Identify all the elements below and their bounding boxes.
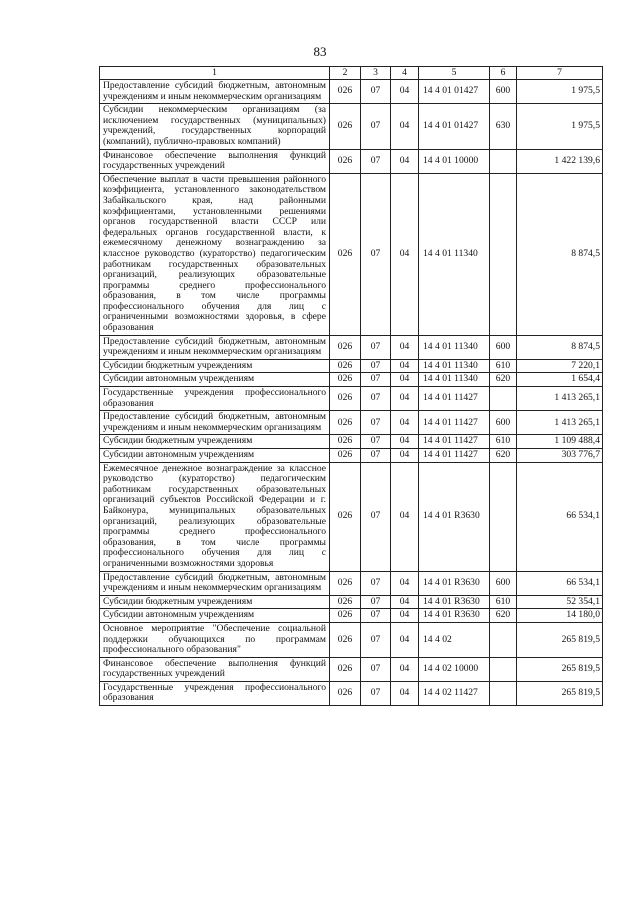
page-number: 83 xyxy=(313,44,327,59)
table-row xyxy=(100,595,603,609)
row-subsection-cell: 04 xyxy=(391,462,419,571)
table-body xyxy=(100,80,603,706)
row-subsection-cell: 04 xyxy=(391,173,419,335)
row-amount-cell: 66 534,1 xyxy=(517,571,603,595)
table-header-row xyxy=(100,67,603,80)
row-grbs-cell: 026 xyxy=(330,80,361,104)
row-name-cell: Субсидии автономным учреждениям xyxy=(100,373,330,387)
row-expense-type-cell: 610 xyxy=(490,595,517,609)
row-target-article-cell: 14 4 01 R3630 xyxy=(419,462,490,571)
row-section-cell: 07 xyxy=(361,387,391,411)
row-expense-type-cell xyxy=(490,681,517,705)
row-grbs-cell: 026 xyxy=(330,435,361,449)
table-row xyxy=(100,373,603,387)
row-grbs-cell: 026 xyxy=(330,149,361,173)
row-amount-cell: 52 354,1 xyxy=(517,595,603,609)
budget-table xyxy=(99,66,603,706)
row-name-cell: Субсидии бюджетным учреждениям xyxy=(100,359,330,373)
row-section-cell: 07 xyxy=(361,595,391,609)
row-subsection-cell: 04 xyxy=(391,80,419,104)
row-expense-type-cell xyxy=(490,173,517,335)
row-expense-type-cell: 620 xyxy=(490,449,517,463)
row-amount-cell: 265 819,5 xyxy=(517,657,603,681)
row-target-article-cell: 14 4 01 11340 xyxy=(419,335,490,359)
row-name-cell: Субсидии некоммерческим организациям (за исключением государственных (муниципальных) учреждений, государственных корпораций (компаний), публично-правовых компаний) xyxy=(100,104,330,149)
row-subsection-cell: 04 xyxy=(391,571,419,595)
row-name-cell: Предоставление субсидий бюджетным, автономным учреждениям и иным некоммерческим организациям xyxy=(100,571,330,595)
row-grbs-cell: 026 xyxy=(330,373,361,387)
row-amount-cell: 303 776,7 xyxy=(517,449,603,463)
row-grbs-cell: 026 xyxy=(330,571,361,595)
row-expense-type-cell xyxy=(490,462,517,571)
row-expense-type-cell xyxy=(490,657,517,681)
row-expense-type-cell xyxy=(490,622,517,657)
row-amount-cell: 1 413 265,1 xyxy=(517,411,603,435)
table-row xyxy=(100,681,603,705)
column-header: 7 xyxy=(517,67,603,80)
row-section-cell: 07 xyxy=(361,80,391,104)
row-section-cell: 07 xyxy=(361,462,391,571)
row-amount-cell: 1 975,5 xyxy=(517,104,603,149)
table-row xyxy=(100,435,603,449)
row-target-article-cell: 14 4 01 11340 xyxy=(419,359,490,373)
row-expense-type-cell xyxy=(490,149,517,173)
row-grbs-cell: 026 xyxy=(330,622,361,657)
row-section-cell: 07 xyxy=(361,609,391,623)
row-target-article-cell: 14 4 01 10000 xyxy=(419,149,490,173)
row-section-cell: 07 xyxy=(361,149,391,173)
row-name-cell: Государственные учреждения профессионального образования xyxy=(100,681,330,705)
row-amount-cell: 265 819,5 xyxy=(517,622,603,657)
row-grbs-cell: 026 xyxy=(330,387,361,411)
row-section-cell: 07 xyxy=(361,571,391,595)
row-amount-cell: 8 874,5 xyxy=(517,173,603,335)
row-target-article-cell: 14 4 01 11340 xyxy=(419,173,490,335)
row-amount-cell: 7 220,1 xyxy=(517,359,603,373)
table-row xyxy=(100,173,603,335)
row-expense-type-cell: 600 xyxy=(490,335,517,359)
row-subsection-cell: 04 xyxy=(391,411,419,435)
row-grbs-cell: 026 xyxy=(330,104,361,149)
row-amount-cell: 1 109 488,4 xyxy=(517,435,603,449)
table-row xyxy=(100,571,603,595)
row-section-cell: 07 xyxy=(361,173,391,335)
row-name-cell: Финансовое обеспечение выполнения функций государственных учреждений xyxy=(100,149,330,173)
table-row xyxy=(100,657,603,681)
row-target-article-cell: 14 4 01 11427 xyxy=(419,387,490,411)
row-section-cell: 07 xyxy=(361,449,391,463)
row-subsection-cell: 04 xyxy=(391,681,419,705)
row-amount-cell: 1 975,5 xyxy=(517,80,603,104)
row-name-cell: Обеспечение выплат в части превышения районного коэффициента, установленного законодательством Забайкальского края, над районными коэффициентами, установленными решениями органов государственной власти СССР или федеральных органов государственной власти, к ежемесячному денежному вознаграждению за классное руководство (кураторство) педагогическим работникам государственных образовательных организаций, реализующих образовательные программы среднего профессионального образования, в том числе программы профессионального обучения для лиц с ограниченными возможностями здоровья, в сфере образования xyxy=(100,173,330,335)
row-amount-cell: 8 874,5 xyxy=(517,335,603,359)
row-amount-cell: 14 180,0 xyxy=(517,609,603,623)
table-row xyxy=(100,104,603,149)
row-name-cell: Субсидии автономным учреждениям xyxy=(100,449,330,463)
row-subsection-cell: 04 xyxy=(391,435,419,449)
row-expense-type-cell: 600 xyxy=(490,571,517,595)
row-section-cell: 07 xyxy=(361,435,391,449)
row-subsection-cell: 04 xyxy=(391,359,419,373)
table-row xyxy=(100,609,603,623)
row-section-cell: 07 xyxy=(361,622,391,657)
row-expense-type-cell: 620 xyxy=(490,373,517,387)
row-name-cell: Субсидии автономным учреждениям xyxy=(100,609,330,623)
row-name-cell: Финансовое обеспечение выполнения функций государственных учреждений xyxy=(100,657,330,681)
row-expense-type-cell: 620 xyxy=(490,609,517,623)
row-amount-cell: 1 422 139,6 xyxy=(517,149,603,173)
row-name-cell: Государственные учреждения профессионального образования xyxy=(100,387,330,411)
table-row xyxy=(100,622,603,657)
row-grbs-cell: 026 xyxy=(330,609,361,623)
row-target-article-cell: 14 4 01 11427 xyxy=(419,435,490,449)
row-amount-cell: 1 654,4 xyxy=(517,373,603,387)
row-target-article-cell: 14 4 02 xyxy=(419,622,490,657)
row-expense-type-cell: 610 xyxy=(490,435,517,449)
row-expense-type-cell: 600 xyxy=(490,411,517,435)
row-grbs-cell: 026 xyxy=(330,657,361,681)
row-section-cell: 07 xyxy=(361,104,391,149)
row-grbs-cell: 026 xyxy=(330,595,361,609)
row-subsection-cell: 04 xyxy=(391,595,419,609)
row-target-article-cell: 14 4 02 10000 xyxy=(419,657,490,681)
row-section-cell: 07 xyxy=(361,657,391,681)
row-section-cell: 07 xyxy=(361,411,391,435)
row-target-article-cell: 14 4 01 01427 xyxy=(419,104,490,149)
row-amount-cell: 265 819,5 xyxy=(517,681,603,705)
row-expense-type-cell: 630 xyxy=(490,104,517,149)
row-target-article-cell: 14 4 02 11427 xyxy=(419,681,490,705)
row-target-article-cell: 14 4 01 R3630 xyxy=(419,571,490,595)
row-expense-type-cell: 600 xyxy=(490,80,517,104)
row-grbs-cell: 026 xyxy=(330,449,361,463)
row-target-article-cell: 14 4 01 01427 xyxy=(419,80,490,104)
row-expense-type-cell xyxy=(490,387,517,411)
row-expense-type-cell: 610 xyxy=(490,359,517,373)
row-grbs-cell: 026 xyxy=(330,173,361,335)
row-target-article-cell: 14 4 01 R3630 xyxy=(419,609,490,623)
row-subsection-cell: 04 xyxy=(391,149,419,173)
column-header: 5 xyxy=(419,67,490,80)
row-name-cell: Ежемесячное денежное вознаграждение за классное руководство (кураторство) педагогическим работникам государственных образовательных организаций субъектов Российской Федерации и г. Байконура, муниципальных образовательных организаций, реализующих образовательные программы среднего профессионального образования, в том числе программы профессионального обучения для лиц с ограниченными возможностями здоровья xyxy=(100,462,330,571)
table-row xyxy=(100,462,603,571)
table-row xyxy=(100,387,603,411)
row-name-cell: Предоставление субсидий бюджетным, автономным учреждениям и иным некоммерческим организациям xyxy=(100,80,330,104)
table-row xyxy=(100,449,603,463)
row-name-cell: Предоставление субсидий бюджетным, автономным учреждениям и иным некоммерческим организациям xyxy=(100,335,330,359)
row-name-cell: Субсидии бюджетным учреждениям xyxy=(100,595,330,609)
column-header: 6 xyxy=(490,67,517,80)
row-grbs-cell: 026 xyxy=(330,335,361,359)
row-name-cell: Субсидии бюджетным учреждениям xyxy=(100,435,330,449)
row-subsection-cell: 04 xyxy=(391,449,419,463)
table-row xyxy=(100,335,603,359)
row-subsection-cell: 04 xyxy=(391,373,419,387)
column-header: 3 xyxy=(361,67,391,80)
row-target-article-cell: 14 4 01 11427 xyxy=(419,449,490,463)
row-amount-cell: 1 413 265,1 xyxy=(517,387,603,411)
row-name-cell: Предоставление субсидий бюджетным, автономным учреждениям и иным некоммерческим организациям xyxy=(100,411,330,435)
row-amount-cell: 66 534,1 xyxy=(517,462,603,571)
row-section-cell: 07 xyxy=(361,359,391,373)
row-subsection-cell: 04 xyxy=(391,609,419,623)
column-header: 1 xyxy=(100,67,330,80)
row-grbs-cell: 026 xyxy=(330,411,361,435)
row-subsection-cell: 04 xyxy=(391,657,419,681)
table-row xyxy=(100,149,603,173)
table-row xyxy=(100,411,603,435)
row-grbs-cell: 026 xyxy=(330,681,361,705)
table-row xyxy=(100,359,603,373)
row-section-cell: 07 xyxy=(361,335,391,359)
row-subsection-cell: 04 xyxy=(391,387,419,411)
row-target-article-cell: 14 4 01 11340 xyxy=(419,373,490,387)
row-grbs-cell: 026 xyxy=(330,359,361,373)
row-target-article-cell: 14 4 01 11427 xyxy=(419,411,490,435)
column-header: 4 xyxy=(391,67,419,80)
row-section-cell: 07 xyxy=(361,681,391,705)
row-subsection-cell: 04 xyxy=(391,622,419,657)
row-subsection-cell: 04 xyxy=(391,335,419,359)
table-row xyxy=(100,80,603,104)
row-grbs-cell: 026 xyxy=(330,462,361,571)
row-target-article-cell: 14 4 01 R3630 xyxy=(419,595,490,609)
row-section-cell: 07 xyxy=(361,373,391,387)
column-header: 2 xyxy=(330,67,361,80)
row-name-cell: Основное мероприятие "Обеспечение социальной поддержки обучающихся по программам профессионального образования" xyxy=(100,622,330,657)
row-subsection-cell: 04 xyxy=(391,104,419,149)
